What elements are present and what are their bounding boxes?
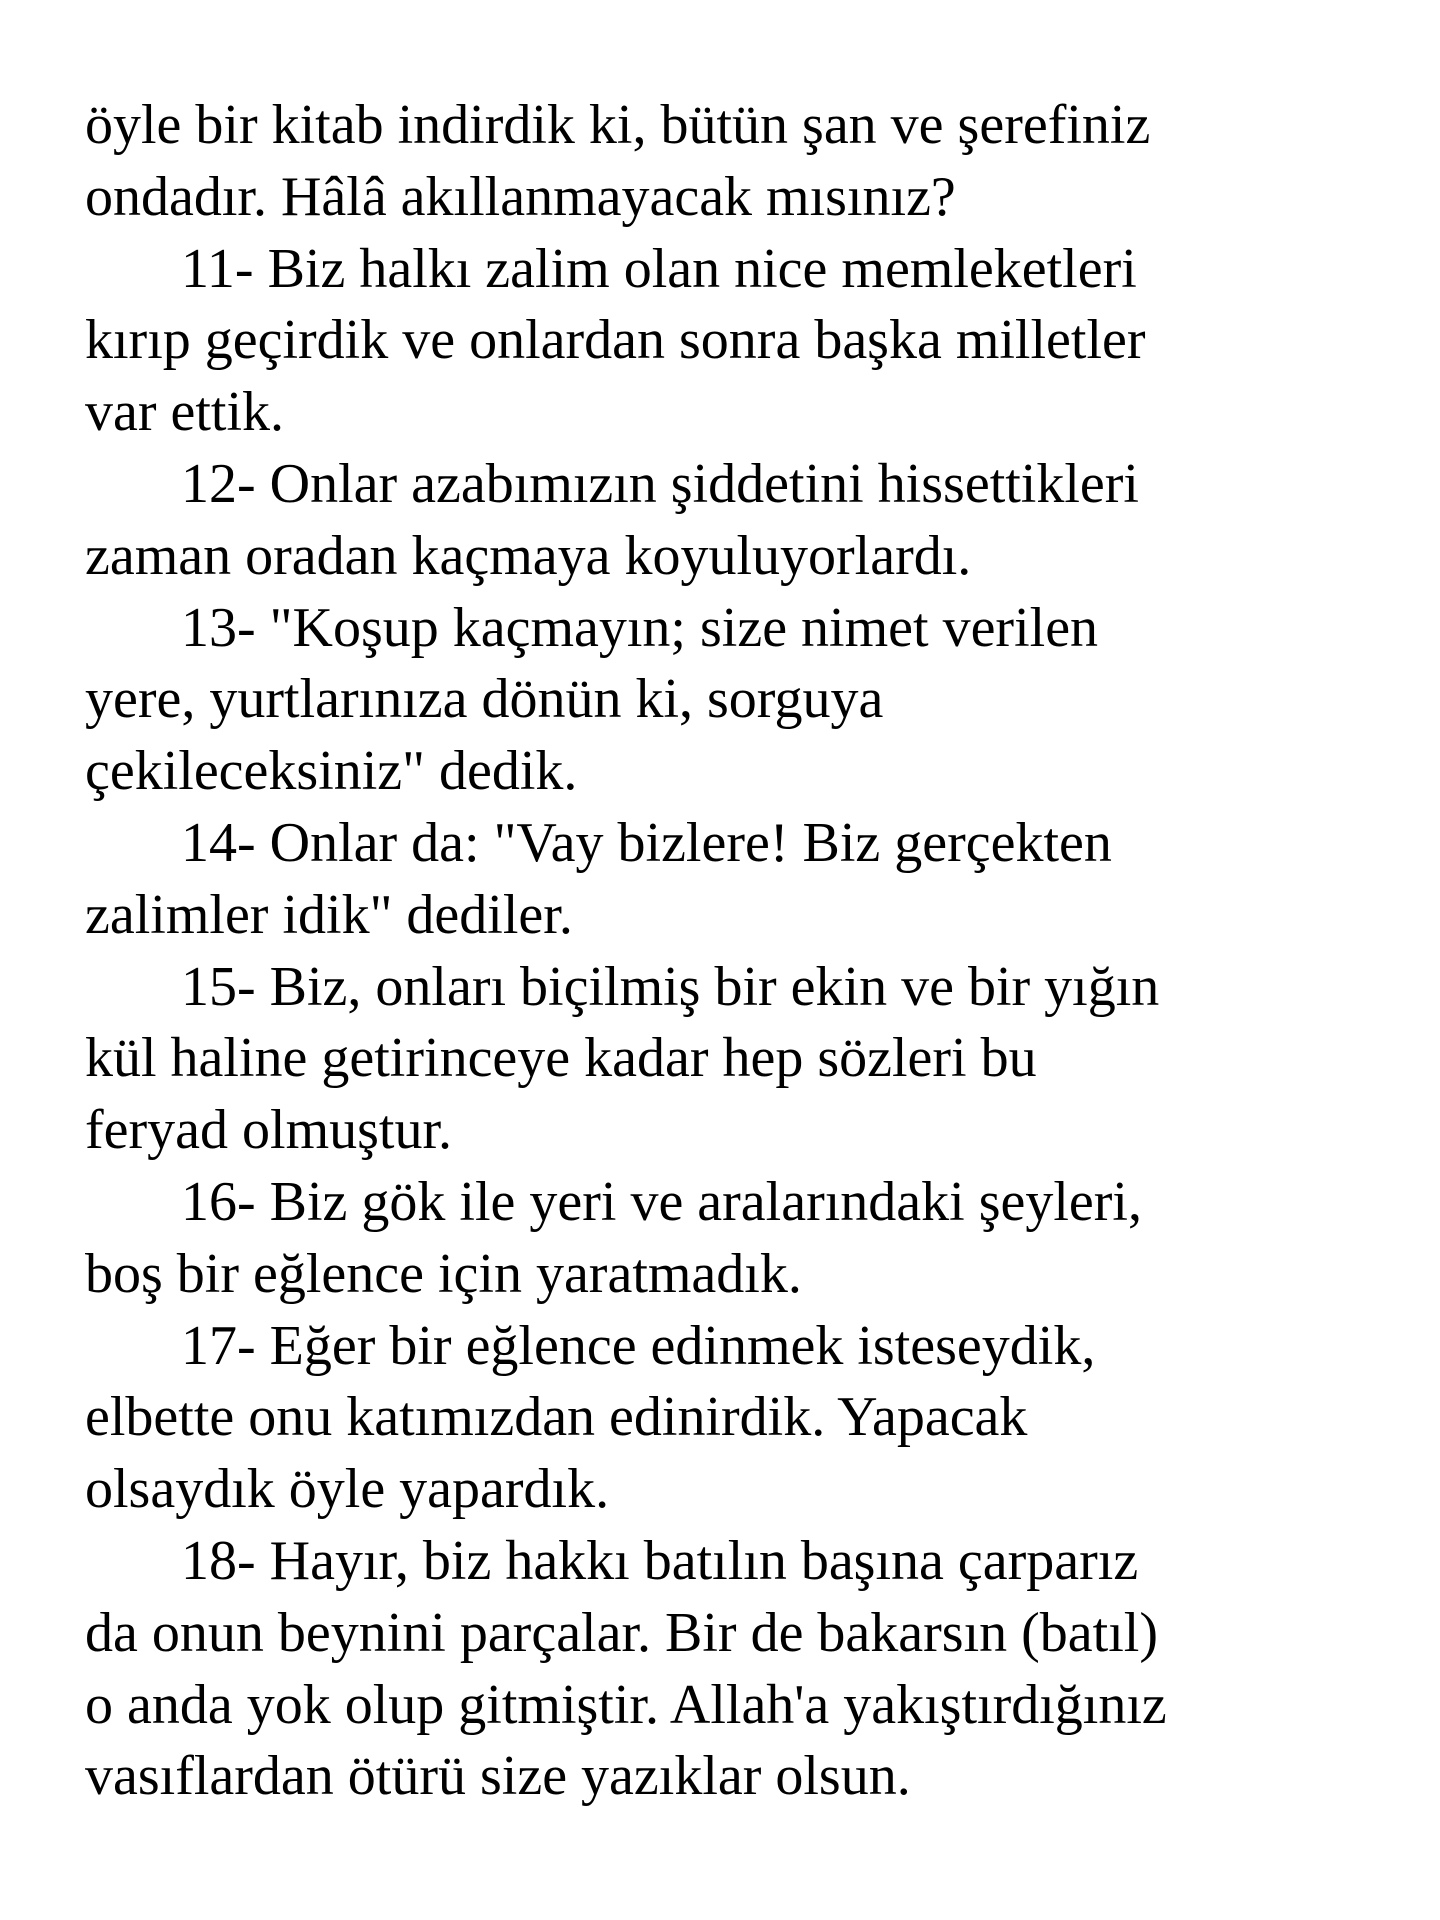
text-line: vasıflardan ötürü size yazıklar olsun. bbox=[85, 1745, 911, 1808]
verse-17-start: 17- Eğer bir eğlence edinmek isteseydik, bbox=[181, 1314, 1096, 1377]
verse-13-start: 13- "Koşup kaçmayın; size nimet verilen bbox=[181, 596, 1099, 659]
document-page bbox=[85, 90, 1385, 1813]
text-line: da onun beynini parçalar. Bir de bakarsın (batıl) bbox=[85, 1601, 1158, 1664]
text-line: feryad olmuştur. bbox=[85, 1099, 453, 1162]
text-line: çekileceksiniz" dedik. bbox=[85, 740, 578, 803]
text-line: zalimler idik" dediler. bbox=[85, 883, 573, 946]
text-line: elbette onu katımızdan edinirdik. Yapacak bbox=[85, 1386, 1028, 1449]
verse-15-start: 15- Biz, onları biçilmiş bir ekin ve bir yığın bbox=[181, 955, 1160, 1018]
verse-16-start: 16- Biz gök ile yeri ve aralarındaki şeyleri, bbox=[181, 1170, 1142, 1233]
text-line: kırıp geçirdik ve onlardan sonra başka milletler bbox=[85, 309, 1146, 372]
text-line: yere, yurtlarınıza dönün ki, sorguya bbox=[85, 668, 884, 731]
text-line: var ettik. bbox=[85, 381, 285, 444]
text-line: boş bir eğlence için yaratmadık. bbox=[85, 1242, 802, 1305]
text-line: kül haline getirinceye kadar hep sözleri bu bbox=[85, 1027, 1037, 1090]
verse-12-start: 12- Onlar azabımızın şiddetini hissettikleri bbox=[181, 452, 1139, 515]
verse-11-start: 11- Biz halkı zalim olan nice memleketleri bbox=[181, 237, 1137, 300]
verse-18-start: 18- Hayır, biz hakkı batılın başına çarparız bbox=[181, 1529, 1139, 1592]
verse-14-start: 14- Onlar da: "Vay bizlere! Biz gerçekten bbox=[181, 811, 1112, 874]
text-line: o anda yok olup gitmiştir. Allah'a yakıştırdığınız bbox=[85, 1673, 1167, 1736]
text-line: öyle bir kitab indirdik ki, bütün şan ve şerefiniz bbox=[85, 94, 1151, 156]
text-line: ondadır. Hâlâ akıllanmayacak mısınız? bbox=[85, 165, 956, 228]
text-line: olsaydık öyle yapardık. bbox=[85, 1458, 610, 1521]
text-line: zaman oradan kaçmaya koyuluyorlardı. bbox=[85, 524, 972, 587]
